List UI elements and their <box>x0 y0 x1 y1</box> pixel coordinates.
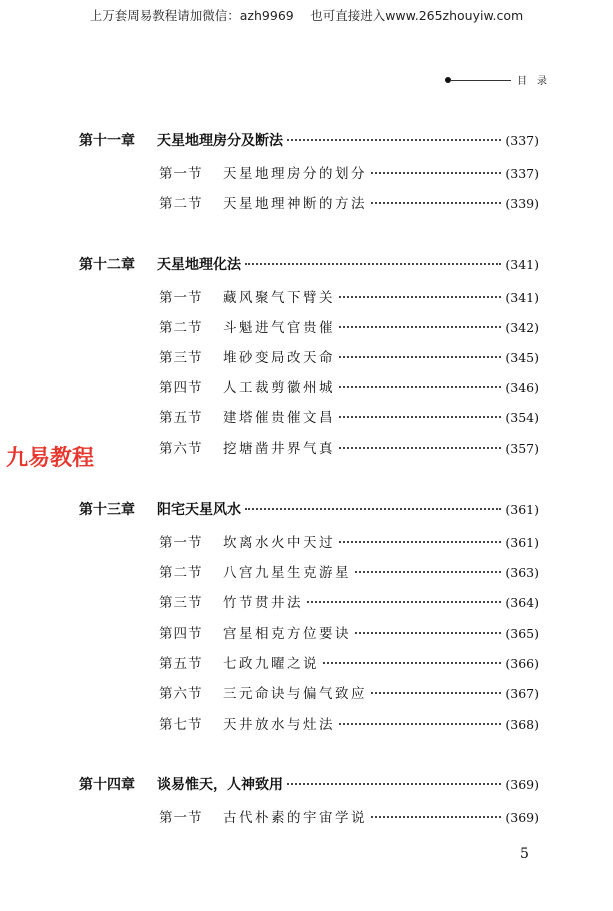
section-title: 宫星相克方位要诀 <box>223 626 351 642</box>
section-number: 第三节 <box>159 595 203 611</box>
section-number: 第五节 <box>159 656 203 672</box>
section-number: 第三节 <box>159 350 203 366</box>
chapter-number: 第十二章 <box>79 257 135 273</box>
toc-chapter-14 <box>79 774 539 794</box>
toc-section <box>159 682 539 702</box>
running-head-label: 目录 <box>517 76 557 87</box>
dot-leader <box>339 326 501 328</box>
section-page: (368) <box>505 717 539 732</box>
section-title: 藏风聚气下臂关 <box>223 290 335 306</box>
section-page: (364) <box>505 595 539 610</box>
dot-leader <box>339 541 501 543</box>
section-number: 第四节 <box>159 626 203 642</box>
dot-leader <box>287 783 501 785</box>
section-title: 竹节贯井法 <box>223 595 303 611</box>
toc-section <box>159 652 539 672</box>
chapter-title: 阳宅天星风水 <box>157 502 241 518</box>
section-page: (367) <box>505 686 539 701</box>
section-page: (361) <box>505 535 539 550</box>
toc-section <box>159 286 539 306</box>
toc-chapter-11 <box>79 130 539 150</box>
dot-leader <box>245 263 501 265</box>
section-title: 挖塘凿井界气真 <box>223 441 335 457</box>
dot-leader <box>339 447 501 449</box>
section-title: 古代朴素的宇宙学说 <box>223 810 367 826</box>
toc-section <box>159 376 539 396</box>
dot-leader <box>371 692 501 694</box>
top-watermark-text: 上万套周易教程请加微信：azh9969 也可直接进入www.265zhouyiw.com <box>89 8 524 23</box>
section-number: 第二节 <box>159 196 203 212</box>
dot-leader <box>245 508 501 510</box>
section-page: (346) <box>505 380 539 395</box>
section-page: (337) <box>505 166 539 181</box>
chapter-title: 谈易惟天，人神致用 <box>157 777 283 793</box>
chapter-page: (369) <box>505 777 539 792</box>
section-title: 三元命诀与偏气致应 <box>223 686 367 702</box>
running-head-rule <box>451 80 511 81</box>
dot-leader <box>355 632 501 634</box>
section-number: 第一节 <box>159 535 203 551</box>
page-number: 5 <box>520 846 529 862</box>
toc-section <box>159 406 539 426</box>
section-page: (341) <box>505 290 539 305</box>
section-title: 斗魁进气官贵催 <box>223 320 335 336</box>
dot-leader <box>323 662 501 664</box>
dot-leader <box>307 601 501 603</box>
dot-leader <box>339 416 501 418</box>
section-page: (345) <box>505 350 539 365</box>
toc-section <box>159 346 539 366</box>
toc-section <box>159 316 539 336</box>
section-page: (354) <box>505 410 539 425</box>
section-title: 天井放水与灶法 <box>223 717 335 733</box>
section-title: 天星地理神断的方法 <box>223 196 367 212</box>
dot-leader <box>339 723 501 725</box>
toc-section <box>159 806 539 826</box>
section-page: (339) <box>505 196 539 211</box>
toc-section <box>159 713 539 733</box>
section-title: 人工裁剪徽州城 <box>223 380 335 396</box>
section-number: 第二节 <box>159 565 203 581</box>
section-number: 第一节 <box>159 166 203 182</box>
section-number: 第四节 <box>159 380 203 396</box>
section-page: (365) <box>505 626 539 641</box>
chapter-page: (361) <box>505 502 539 517</box>
toc-section <box>159 437 539 457</box>
section-title: 八宫九星生克游星 <box>223 565 351 581</box>
chapter-title: 天星地理化法 <box>157 257 241 273</box>
section-number: 第一节 <box>159 290 203 306</box>
dot-leader <box>371 172 501 174</box>
section-number: 第六节 <box>159 441 203 457</box>
section-number: 第七节 <box>159 717 203 733</box>
chapter-page: (337) <box>505 133 539 148</box>
toc-section <box>159 162 539 182</box>
dot-leader <box>287 139 501 141</box>
chapter-page: (341) <box>505 257 539 272</box>
section-number: 第二节 <box>159 320 203 336</box>
side-watermark-text: 九易教程 <box>6 446 95 471</box>
toc-section <box>159 531 539 551</box>
section-title: 堆砂变局改天命 <box>223 350 335 366</box>
chapter-number: 第十一章 <box>79 133 135 149</box>
section-title: 建塔催贵催文昌 <box>223 410 335 426</box>
section-page: (342) <box>505 320 539 335</box>
section-title: 天星地理房分的划分 <box>223 166 367 182</box>
dot-leader <box>339 296 501 298</box>
section-page: (363) <box>505 565 539 580</box>
section-page: (366) <box>505 656 539 671</box>
section-title: 坎离水火中天过 <box>223 535 335 551</box>
toc-section <box>159 622 539 642</box>
section-page: (369) <box>505 810 539 825</box>
dot-leader <box>339 356 501 358</box>
section-title: 七政九曜之说 <box>223 656 319 672</box>
toc-chapter-13 <box>79 499 539 519</box>
dot-leader <box>371 202 501 204</box>
toc-chapter-12 <box>79 254 539 274</box>
section-number: 第六节 <box>159 686 203 702</box>
chapter-title: 天星地理房分及断法 <box>157 133 283 149</box>
section-page: (357) <box>505 441 539 456</box>
toc-section <box>159 561 539 581</box>
dot-leader <box>339 386 501 388</box>
dot-leader <box>355 571 501 573</box>
section-number: 第五节 <box>159 410 203 426</box>
toc-section <box>159 591 539 611</box>
running-head <box>445 72 557 88</box>
toc-section <box>159 192 539 212</box>
dot-leader <box>371 816 501 818</box>
section-number: 第一节 <box>159 810 203 826</box>
chapter-number: 第十四章 <box>79 777 135 793</box>
chapter-number: 第十三章 <box>79 502 135 518</box>
